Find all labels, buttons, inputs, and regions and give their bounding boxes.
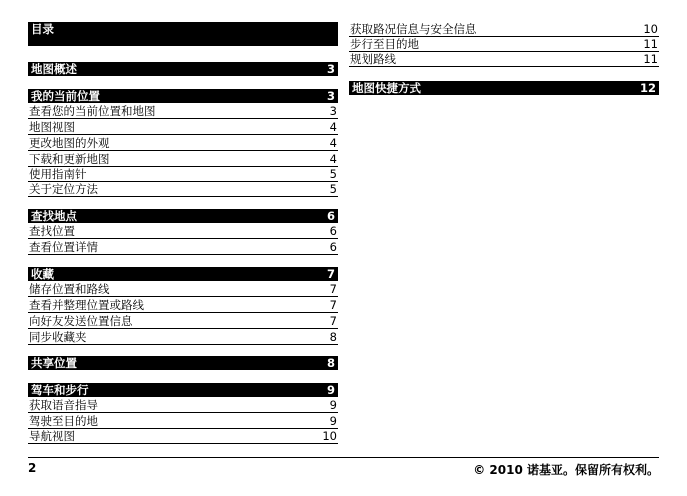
entry-title: 查看位置详情 <box>29 240 98 254</box>
entry-title: 下载和更新地图 <box>29 152 110 166</box>
toc-entry[interactable] <box>28 314 338 329</box>
toc-entry[interactable] <box>28 240 338 255</box>
entry-title: 向好友发送位置信息 <box>29 314 133 328</box>
toc-entry[interactable] <box>28 182 338 197</box>
toc-entry[interactable] <box>28 152 338 167</box>
entry-title: 更改地图的外观 <box>29 136 110 150</box>
entry-title: 获取路况信息与安全信息 <box>350 22 477 36</box>
toc-entry[interactable] <box>28 167 338 182</box>
entry-page: 10 <box>643 22 658 36</box>
toc-entry[interactable] <box>28 298 338 313</box>
entry-page: 6 <box>329 224 337 238</box>
section-title: 查找地点 <box>31 209 77 223</box>
toc-entry[interactable] <box>28 429 338 444</box>
footer-copyright: © 2010 诺基亚。保留所有权利。 <box>473 463 659 477</box>
section-title: 地图概述 <box>31 62 77 76</box>
toc-entry[interactable] <box>349 52 659 67</box>
section-page: 3 <box>326 89 335 103</box>
toc-section-heading[interactable] <box>28 356 338 370</box>
section-title: 收藏 <box>31 267 54 281</box>
toc-section-heading[interactable] <box>28 383 338 397</box>
toc-entry[interactable] <box>28 120 338 135</box>
toc-section-heading[interactable] <box>28 89 338 103</box>
toc-entry[interactable] <box>28 224 338 239</box>
entry-title: 导航视图 <box>29 429 75 443</box>
entry-page: 7 <box>329 314 337 328</box>
entry-page: 9 <box>329 414 337 428</box>
toc-title-bar <box>28 22 338 46</box>
toc-entry[interactable] <box>28 330 338 345</box>
entry-page: 5 <box>329 182 337 196</box>
toc-section-heading[interactable] <box>28 267 338 281</box>
entry-title: 获取语音指导 <box>29 398 98 412</box>
entry-page: 7 <box>329 298 337 312</box>
entry-page: 4 <box>329 152 337 166</box>
toc-entry[interactable] <box>28 136 338 151</box>
section-title: 我的当前位置 <box>31 89 100 103</box>
entry-title: 使用指南针 <box>29 167 87 181</box>
section-title: 共享位置 <box>31 356 77 370</box>
section-title: 地图快捷方式 <box>352 81 421 95</box>
section-page: 8 <box>326 356 335 370</box>
entry-title: 步行至目的地 <box>350 37 419 51</box>
entry-title: 查看并整理位置或路线 <box>29 298 144 312</box>
entry-page: 10 <box>322 429 337 443</box>
entry-title: 驾驶至目的地 <box>29 414 98 428</box>
entry-title: 查找位置 <box>29 224 75 238</box>
entry-page: 7 <box>329 282 337 296</box>
entry-page: 6 <box>329 240 337 254</box>
footer-divider <box>28 457 659 458</box>
entry-title: 同步收藏夹 <box>29 330 87 344</box>
section-page: 7 <box>326 267 335 281</box>
section-page: 12 <box>639 81 656 95</box>
entry-title: 地图视图 <box>29 120 75 134</box>
toc-entry[interactable] <box>28 104 338 119</box>
section-page: 6 <box>326 209 335 223</box>
entry-title: 查看您的当前位置和地图 <box>29 104 156 118</box>
toc-entry[interactable] <box>28 398 338 413</box>
toc-entry[interactable] <box>28 414 338 429</box>
toc-section-heading[interactable] <box>28 62 338 76</box>
section-title: 驾车和步行 <box>31 383 89 397</box>
footer-page-number: 2 <box>28 461 37 475</box>
section-page: 3 <box>326 62 335 76</box>
entry-page: 4 <box>329 120 337 134</box>
entry-page: 4 <box>329 136 337 150</box>
section-page: 9 <box>326 383 335 397</box>
toc-section-heading[interactable] <box>349 81 659 95</box>
toc-entry[interactable] <box>28 282 338 297</box>
entry-title: 规划路线 <box>350 52 396 66</box>
entry-page: 3 <box>329 104 337 118</box>
entry-page: 11 <box>643 52 658 66</box>
entry-page: 5 <box>329 167 337 181</box>
entry-page: 9 <box>329 398 337 412</box>
toc-entry[interactable] <box>349 22 659 37</box>
entry-title: 储存位置和路线 <box>29 282 110 296</box>
entry-title: 关于定位方法 <box>29 182 98 196</box>
entry-page: 11 <box>643 37 658 51</box>
entry-page: 8 <box>329 330 337 344</box>
toc-entry[interactable] <box>349 37 659 52</box>
toc-section-heading[interactable] <box>28 209 338 223</box>
toc-title: 目录 <box>31 22 54 36</box>
